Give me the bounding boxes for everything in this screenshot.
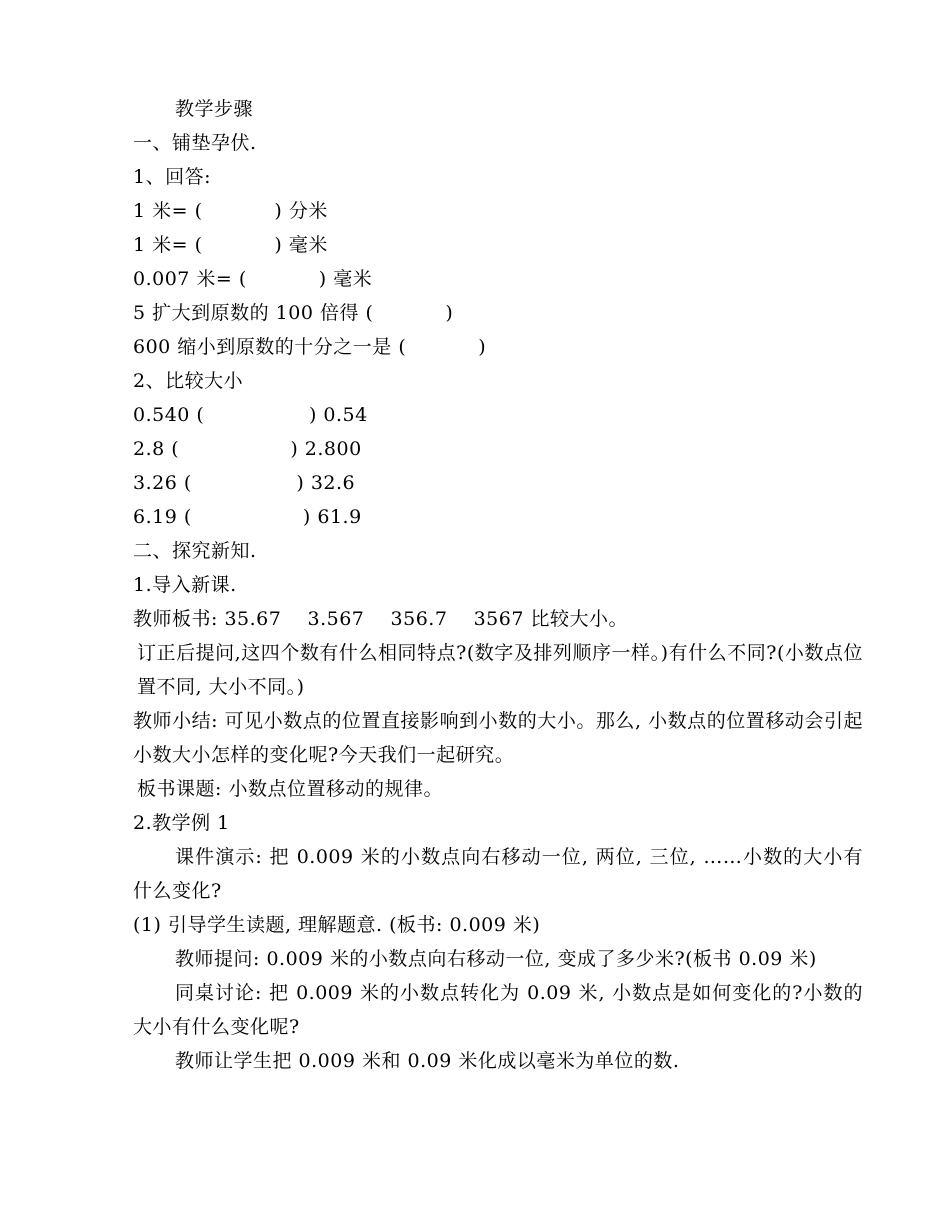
section-2-title: 二、探究新知. [133, 540, 257, 562]
question-2-item: 2.8 ( ) 2.800 [133, 438, 362, 460]
question-2-item: 0.540 ( ) 0.54 [133, 404, 368, 426]
question-1-item: 0.007 米= ( ) 毫米 [133, 268, 373, 290]
document-body [133, 92, 863, 1078]
convert-line: 教师让学生把 0.009 米和 0.09 米化成以毫米为单位的数. [175, 1050, 680, 1072]
question-2-item: 3.26 ( ) 32.6 [133, 472, 356, 494]
guide-line: (1) 引导学生读题, 理解题意. (板书: 0.009 米) [133, 914, 541, 936]
board-writing-line: 教师板书: 35.67 3.567 356.7 3567 比较大小。 [133, 608, 628, 630]
question-1-title: 1、回答: [133, 166, 211, 188]
discussion-paragraph: 同桌讨论: 把 0.009 米的小数点转化为 0.09 米, 小数点是如何变化的?小数的大小有什么变化呢? [133, 982, 863, 1038]
teacher-question-paragraph: 教师提问: 0.009 米的小数点向右移动一位, 变成了多少米?(板书 0.09 米) [175, 948, 817, 970]
question-2-title: 2、比较大小 [133, 370, 244, 392]
demo-paragraph: 课件演示: 把 0.009 米的小数点向右移动一位, 两位, 三位, ……小数的大小有什么变化? [133, 846, 863, 902]
question-2-item: 6.19 ( ) 61.9 [133, 506, 362, 528]
question-1-item: 1 米= ( ) 毫米 [133, 234, 328, 256]
question-1-item: 5 扩大到原数的 100 倍得 ( ) [133, 302, 454, 324]
topic-line: 板书课题: 小数点位置移动的规律。 [137, 778, 443, 800]
subsection-2-title: 2.教学例 1 [133, 812, 230, 834]
subsection-1-title: 1.导入新课. [133, 574, 237, 596]
document-heading: 教学步骤 [175, 98, 254, 120]
question-1-item: 1 米= ( ) 分米 [133, 200, 328, 222]
section-1-title: 一、铺垫孕伏. [133, 132, 257, 154]
question-1-item: 600 缩小到原数的十分之一是 ( ) [133, 336, 487, 358]
question-paragraph: 订正后提问,这四个数有什么相同特点?(数字及排列顺序一样。)有什么不同?(小数点位置不同, 大小不同。) [137, 642, 863, 698]
summary-paragraph: 教师小结: 可见小数点的位置直接影响到小数的大小。那么, 小数点的位置移动会引起小数大小怎样的变化呢?今天我们一起研究。 [133, 710, 863, 766]
